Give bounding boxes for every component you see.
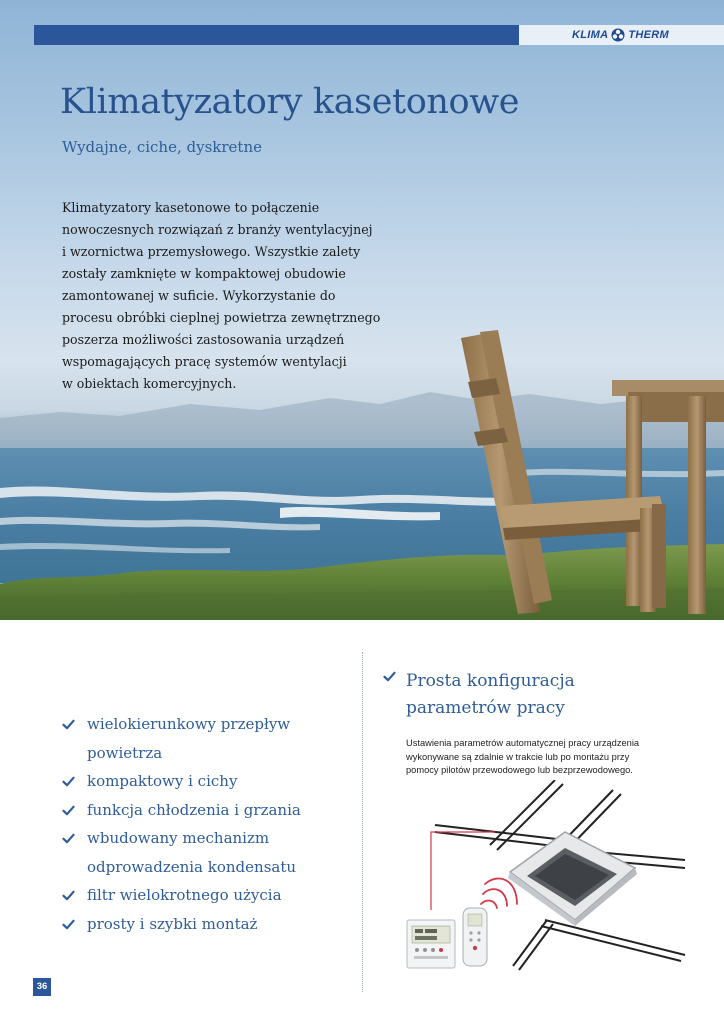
config-desc-line: wykonywane są zdalnie w trakcie lub po montażu przy bbox=[406, 751, 630, 762]
feature-label: wielokierunkowy przepływ powietrza bbox=[87, 715, 291, 762]
intro-line: procesu obróbki cieplnej powietrza zewnętrznego bbox=[62, 310, 381, 325]
intro-line: i wzornictwa przemysłowego. Wszystkie zalety bbox=[62, 244, 361, 259]
cassette-diagram bbox=[395, 780, 695, 975]
list-item bbox=[62, 710, 352, 767]
config-heading-line: Prosta konfiguracja bbox=[406, 671, 575, 691]
brand-logo bbox=[572, 27, 669, 43]
intro-line: wspomagających pracę systemów wentylacji bbox=[62, 354, 347, 369]
signal-waves-icon bbox=[481, 878, 517, 908]
checkmark-icon bbox=[383, 670, 396, 683]
config-description bbox=[406, 737, 706, 778]
intro-paragraph bbox=[62, 197, 392, 395]
page-subtitle: Wydajne, ciche, dyskretne bbox=[62, 138, 262, 156]
brand-flower-icon bbox=[611, 28, 625, 42]
intro-line: w obiektach komercyjnych. bbox=[62, 376, 237, 391]
list-item bbox=[62, 910, 352, 939]
feature-label: funkcja chłodzenia i grzania bbox=[87, 800, 301, 819]
feature-label: kompaktowy i cichy bbox=[87, 772, 238, 790]
checkmark-icon bbox=[62, 804, 75, 817]
feature-label: wbudowany mechanizm odprowadzenia kondensatu bbox=[87, 829, 297, 876]
intro-line: nowoczesnych rozwiązań z branży wentylacyjnej bbox=[62, 222, 373, 237]
config-heading bbox=[383, 668, 575, 722]
checkmark-icon bbox=[62, 718, 75, 731]
intro-line: zostały zamknięte w kompaktowej obudowie bbox=[62, 266, 346, 281]
features-list bbox=[62, 710, 352, 938]
header-bar bbox=[34, 25, 519, 45]
brand-right: THERM bbox=[628, 29, 669, 41]
intro-line: Klimatyzatory kasetonowe to połączenie bbox=[62, 200, 320, 215]
checkmark-icon bbox=[62, 832, 75, 845]
wireless-remote bbox=[463, 908, 487, 966]
feature-label: filtr wielokrotnego użycia bbox=[87, 886, 282, 904]
control-wire bbox=[431, 832, 495, 910]
config-desc-line: Ustawienia parametrów automatycznej pracy urządzenia bbox=[406, 738, 640, 748]
list-item bbox=[62, 767, 352, 796]
list-item bbox=[62, 824, 352, 881]
list-item bbox=[62, 881, 352, 910]
intro-line: zamontowanej w suficie. Wykorzystanie do bbox=[62, 288, 336, 303]
column-divider bbox=[362, 652, 363, 992]
config-heading-line: parametrów pracy bbox=[406, 698, 565, 718]
page-title: Klimatyzatory kasetonowe bbox=[60, 82, 520, 122]
intro-line: poszerza możliwości zastosowania urządzeń bbox=[62, 332, 345, 347]
brand-left: KLIMA bbox=[572, 29, 609, 41]
wired-controller bbox=[407, 920, 455, 968]
cassette-unit bbox=[508, 832, 637, 926]
checkmark-icon bbox=[62, 918, 75, 931]
config-desc-line: pomocy pilotów przewodowego lub bezprzewodowego. bbox=[406, 765, 633, 775]
list-item bbox=[62, 796, 352, 825]
checkmark-icon bbox=[62, 889, 75, 902]
checkmark-icon bbox=[62, 775, 75, 788]
page-number: 36 bbox=[33, 978, 51, 996]
feature-label: prosty i szybki montaż bbox=[87, 914, 258, 933]
